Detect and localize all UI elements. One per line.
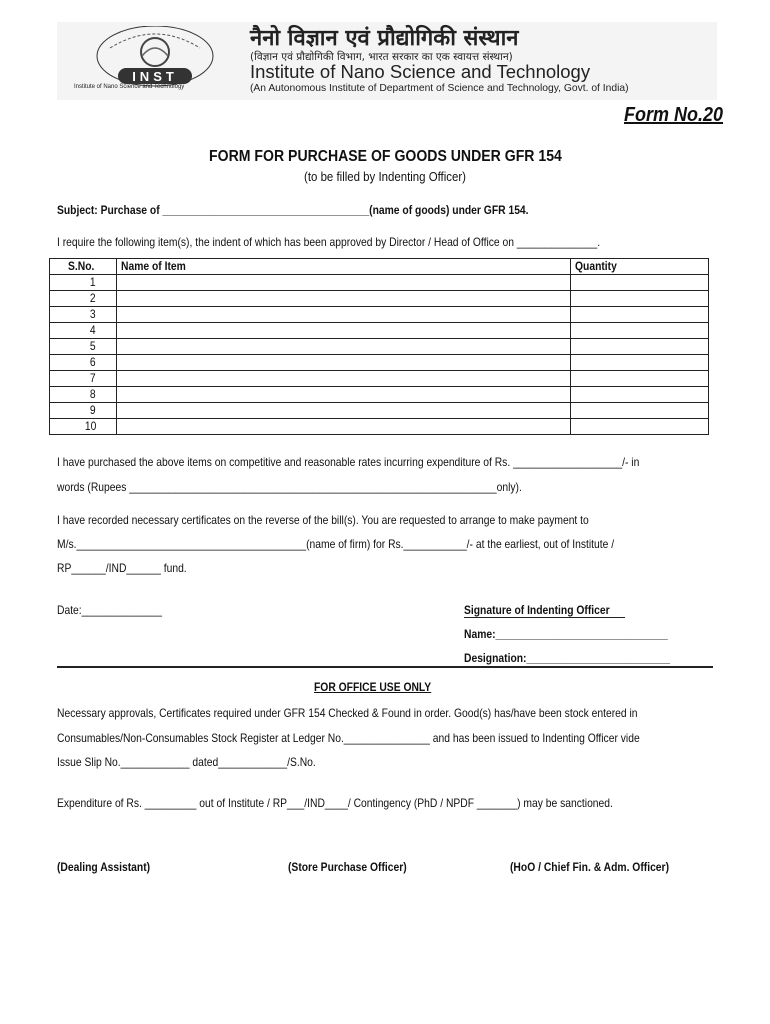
form-subtitle <box>0 169 770 184</box>
logo-text: INST <box>132 69 178 84</box>
table-row <box>50 323 709 339</box>
table-row <box>50 355 709 371</box>
table-row <box>50 387 709 403</box>
row-number: 3 <box>90 307 96 321</box>
table-row <box>50 339 709 355</box>
dealing-assistant-signatory: (Dealing Assistant) <box>57 860 151 874</box>
store-purchase-officer-signatory: (Store Purchase Officer) <box>288 860 407 874</box>
table-row <box>50 307 709 323</box>
recorded-line-3: RP______/IND______ fund. <box>57 561 187 575</box>
quantity-cell[interactable] <box>571 419 709 435</box>
quantity-cell[interactable] <box>571 323 709 339</box>
row-number: 9 <box>90 403 96 417</box>
header-sno: S.No. <box>50 259 117 275</box>
purchased-line-1: I have purchased the above items on competitive and reasonable rates incurring expenditure of Rs. ___________________/- in <box>57 455 640 469</box>
row-number: 4 <box>90 323 96 337</box>
form-number: Form No.20 <box>624 104 724 126</box>
quantity-cell[interactable] <box>571 355 709 371</box>
hindi-institute-subtitle: (विज्ञान एवं प्रौद्योगिकी विभाग, भारत सरकार का एक स्वायत्त संस्थान) <box>250 51 513 63</box>
row-number: 10 <box>84 419 96 433</box>
office-line-3: Issue Slip No.____________ dated____________/S.No. <box>57 755 316 769</box>
form-title-text: FORM FOR PURCHASE OF GOODS UNDER GFR 154 <box>208 148 562 165</box>
section-divider <box>57 666 713 668</box>
item-name-cell[interactable] <box>117 323 571 339</box>
name-field[interactable]: Name:______________________________ <box>464 627 668 641</box>
hindi-institute-name: नैनो विज्ञान एवं प्रौद्योगिकी संस्थान <box>250 26 519 51</box>
quantity-cell[interactable] <box>571 307 709 323</box>
item-name-cell[interactable] <box>117 403 571 419</box>
require-line: I require the following item(s), the indent of which has been approved by Director / Head of Office on ______________. <box>57 235 601 249</box>
row-number: 1 <box>90 275 96 289</box>
office-use-heading: FOR OFFICE USE ONLY <box>314 680 432 694</box>
subject-line: Subject: Purchase of ____________________________________(name of goods) under GFR 154. <box>57 203 529 217</box>
expenditure-line: Expenditure of Rs. _________ out of Institute / RP___/IND____/ Contingency (PhD / NPDF _______) may be sanctioned. <box>57 796 613 810</box>
table-row <box>50 291 709 307</box>
row-number: 6 <box>90 355 96 369</box>
item-name-cell[interactable] <box>117 419 571 435</box>
table-row <box>50 403 709 419</box>
header-quantity: Quantity <box>571 259 709 275</box>
recorded-line-1: I have recorded necessary certificates on the reverse of the bill(s). You are requested to arrange to make payment to <box>57 513 589 527</box>
row-number: 8 <box>90 387 96 401</box>
table-row <box>50 275 709 291</box>
item-name-cell[interactable] <box>117 291 571 307</box>
quantity-cell[interactable] <box>571 339 709 355</box>
quantity-cell[interactable] <box>571 275 709 291</box>
row-number: 5 <box>90 339 96 353</box>
form-title <box>0 148 770 166</box>
row-number: 7 <box>90 371 96 385</box>
header-name-of-item: Name of Item <box>117 259 571 275</box>
table-row <box>50 419 709 435</box>
item-name-cell[interactable] <box>117 371 571 387</box>
institute-logo <box>70 26 240 92</box>
english-institute-name: Institute of Nano Science and Technology <box>250 61 591 82</box>
logo-caption: Institute of Nano Science and Technology <box>74 84 185 90</box>
hoo-chief-fin-officer-signatory: (HoO / Chief Fin. & Adm. Officer) <box>510 860 670 874</box>
items-table <box>49 258 709 435</box>
quantity-cell[interactable] <box>571 371 709 387</box>
signature-label: Signature of Indenting Officer <box>464 603 610 617</box>
quantity-cell[interactable] <box>571 291 709 307</box>
table-row <box>50 371 709 387</box>
designation-field[interactable]: Designation:_________________________ <box>464 651 670 665</box>
quantity-cell[interactable] <box>571 403 709 419</box>
table-header-row <box>50 259 709 275</box>
office-line-2: Consumables/Non-Consumables Stock Register at Ledger No._______________ and has been issued to Indenting Officer vide <box>57 731 640 745</box>
form-subtitle-text: (to be filled by Indenting Officer) <box>304 169 466 184</box>
item-name-cell[interactable] <box>117 387 571 403</box>
signature-underline <box>464 617 625 618</box>
item-name-cell[interactable] <box>117 339 571 355</box>
item-name-cell[interactable] <box>117 275 571 291</box>
purchased-line-2: words (Rupees ________________________________________________________________only). <box>57 480 522 494</box>
office-line-1: Necessary approvals, Certificates required under GFR 154 Checked & Found in order. Good(s) has/have been stock entered in <box>57 706 638 720</box>
english-institute-subtitle: (An Autonomous Institute of Department of Science and Technology, Govt. of India) <box>250 83 629 94</box>
item-name-cell[interactable] <box>117 355 571 371</box>
row-number: 2 <box>90 291 96 305</box>
quantity-cell[interactable] <box>571 387 709 403</box>
item-name-cell[interactable] <box>117 307 571 323</box>
recorded-line-2: M/s.________________________________________(name of firm) for Rs.___________/- at the earliest, out of Institute / <box>57 537 615 551</box>
date-field[interactable]: Date:______________ <box>57 603 163 617</box>
